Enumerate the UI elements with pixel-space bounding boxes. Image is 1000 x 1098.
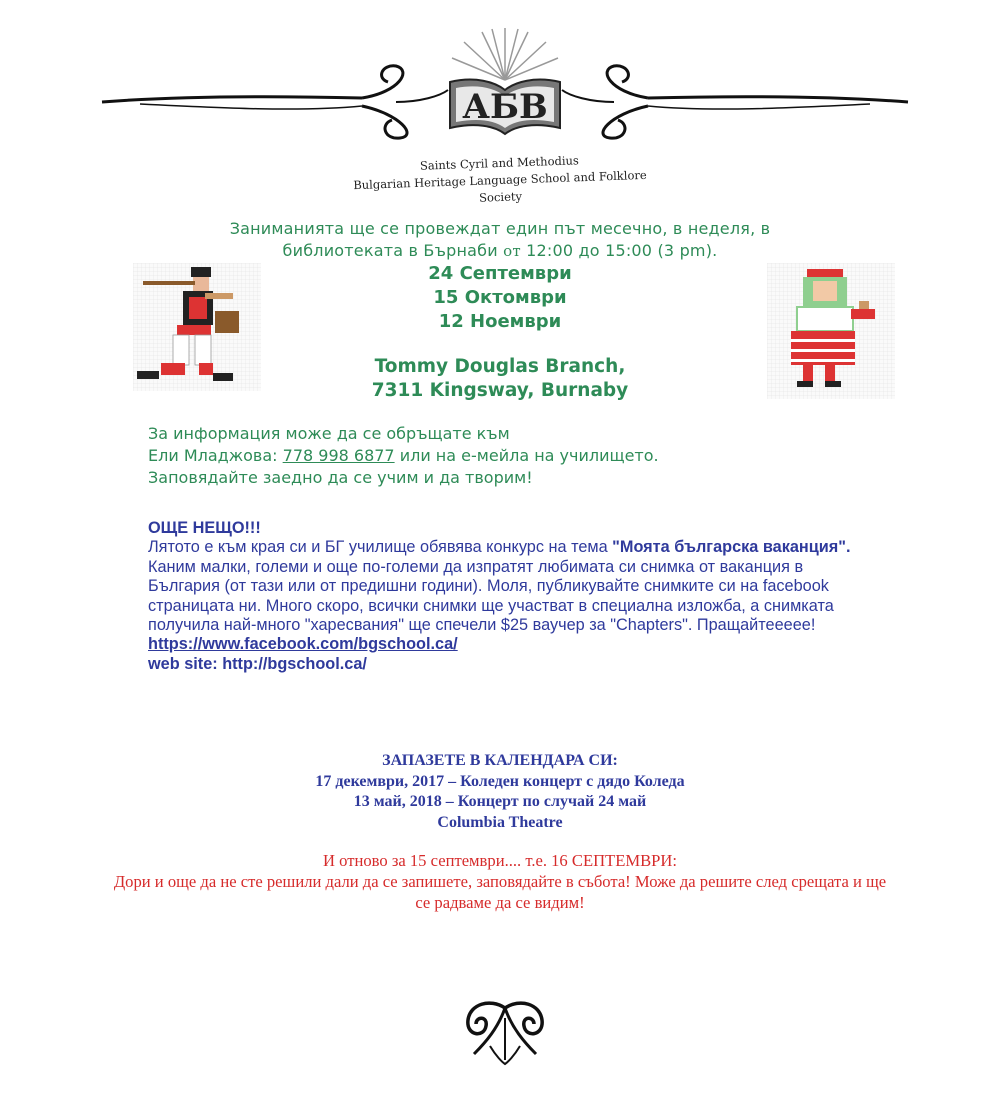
date-item: 24 Септември — [428, 263, 572, 284]
notice-text-a: Лятото е към края си и БГ училище обявява конкурс на тема — [148, 538, 613, 557]
bottom-flourish-ornament — [460, 998, 550, 1068]
info-line2-b: или на е-мейла на училището. — [394, 446, 659, 465]
contact-name: Ели Младжова: — [148, 446, 283, 465]
society-line1: Saints Cyril and Methodius — [419, 153, 580, 173]
notice-body — [148, 538, 858, 635]
contest-notice — [148, 519, 858, 674]
phone-number[interactable]: 778 998 6877 — [282, 446, 395, 465]
society-line2: Bulgarian Heritage Language School and Folklore Society — [353, 167, 647, 205]
intro-line2-b: от — [503, 242, 521, 260]
branch-address: 7311 Kingsway, Burnaby — [371, 380, 629, 401]
left-swirl-ornament — [100, 62, 450, 142]
cross-stitch-girl-image — [767, 263, 895, 399]
intro-line1: Заниманията ще се провеждат един път месечно, в неделя, в — [229, 219, 771, 238]
reminder-line1: И отново за 15 септември.... т.е. 16 СЕПТЕМВРИ: — [323, 851, 677, 870]
reminder-line2: Дори и още да не сте решили дали да се запишете, заповядайте в събота! Може да решите след срещата и ще се радваме да се видим! — [113, 872, 887, 912]
notice-text-b: Каним малки, големи и още по-големи да изпратят любимата си снимка от ваканция в България (от тази или от предишни години). Моля, публикувайте снимките си на facebook страницата ни. Много скоро, всички снимки ще участват в специална изложба, а снимката получила най-много "харесвания" ще спечели $25 ваучер за "Chapters". Пращайтеееее! — [148, 557, 834, 635]
calendar-heading: ЗАПАЗЕТЕ В КАЛЕНДАРА СИ: — [382, 752, 618, 769]
info-line2 — [148, 445, 868, 467]
intro-line2-a: библиотеката в Бърнаби — [282, 241, 498, 260]
website-link[interactable]: web site: http://bgschool.ca/ — [148, 654, 367, 673]
calendar-event-1: 17 декември, 2017 – Коледен концерт с дядо Коледа — [315, 772, 685, 790]
branch-location — [250, 355, 750, 403]
contact-info — [148, 423, 868, 489]
date-item: 15 Октомври — [433, 287, 567, 308]
session-dates — [300, 262, 700, 334]
info-line3: Заповядайте заедно да се учим и да творим! — [148, 468, 533, 487]
notice-heading: ОЩЕ НЕЩО!!! — [148, 519, 261, 537]
school-logo — [430, 20, 580, 155]
logo-letters: АБВ — [462, 87, 548, 127]
intro-line2-c: 12:00 до 15:00 (3 pm). — [526, 241, 718, 260]
cross-stitch-piper-image — [133, 263, 261, 391]
calendar-event-2: 13 май, 2018 – Концерт по случай 24 май — [353, 793, 647, 810]
calendar-events — [150, 751, 850, 833]
september-reminder — [110, 850, 890, 913]
right-swirl-ornament — [560, 62, 910, 142]
schedule-intro — [150, 218, 850, 262]
contest-title: "Моята българска ваканция". — [612, 538, 851, 557]
intro-line2 — [150, 240, 850, 262]
facebook-link[interactable]: https://www.facebook.com/bgschool.ca/ — [148, 635, 458, 654]
info-line1: За информация може да се обръщате към — [148, 424, 510, 443]
calendar-venue: Columbia Theatre — [437, 813, 563, 831]
branch-name: Tommy Douglas Branch, — [374, 356, 626, 377]
society-name — [339, 149, 661, 211]
date-item: 12 Ноември — [438, 311, 562, 332]
